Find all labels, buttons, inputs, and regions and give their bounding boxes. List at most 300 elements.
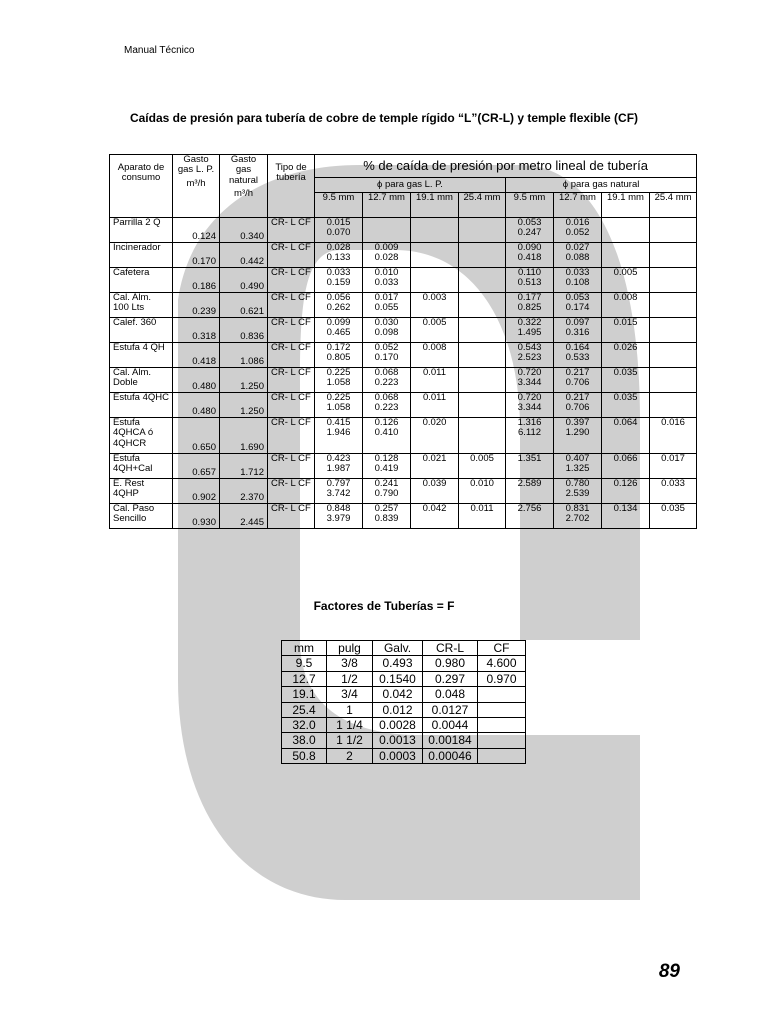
value-line: 0.126 <box>613 478 638 489</box>
value-line: 0.017 <box>374 292 399 303</box>
value-line: 0.005 <box>470 453 494 464</box>
factors-header-pulg: pulg <box>327 641 373 656</box>
lp-value-cell <box>459 243 506 268</box>
nat-value-cell <box>554 454 602 479</box>
lp-value-cell <box>363 243 411 268</box>
factor-cell: 1 <box>327 702 373 717</box>
value-line: 0.419 <box>374 463 399 475</box>
gasto-lp-cell: 0.170 <box>173 243 220 268</box>
lp-value-cell <box>459 343 506 368</box>
value-line: 0.839 <box>374 513 399 525</box>
value-line: 0.055 <box>374 302 399 314</box>
header-gasto-lp: Gasto gas L. P. m³/h <box>173 155 220 218</box>
lp-value-cell <box>315 293 363 318</box>
factor-cell: 0.297 <box>423 671 478 686</box>
factor-cell: 0.048 <box>423 687 478 702</box>
lp-value-cell <box>411 454 459 479</box>
nat-value-cell <box>506 218 554 243</box>
value-line: 0.128 <box>374 453 399 464</box>
lp-value-cell <box>315 243 363 268</box>
factor-cell: 12.7 <box>282 671 327 686</box>
gasto-natural-cell: 0.836 <box>220 318 268 343</box>
nat-value-cell <box>650 218 697 243</box>
page-number: 89 <box>658 961 680 982</box>
value-line: 0.008 <box>613 292 638 303</box>
nat-value-cell <box>554 479 602 504</box>
table-row <box>282 748 526 763</box>
aparato-cell: Estufa 4 QH <box>110 343 173 368</box>
value-line: 0.225 <box>326 367 351 378</box>
value-line: 0.415 <box>326 417 351 428</box>
nat-value-cell <box>506 393 554 418</box>
value-line: 0.039 <box>422 478 447 489</box>
nat-value-cell <box>650 318 697 343</box>
value-line: 0.513 <box>517 277 542 289</box>
factor-cell: 1/2 <box>327 671 373 686</box>
lp-value-cell <box>363 318 411 343</box>
value-line: 0.052 <box>374 342 399 353</box>
gasto-lp-cell: 0.124 <box>173 218 220 243</box>
lp-value-cell <box>315 268 363 293</box>
nat-value-cell <box>506 454 554 479</box>
value-line: 0.028 <box>374 252 399 264</box>
lp-value-cell <box>411 418 459 454</box>
nat-value-cell <box>554 318 602 343</box>
value-line: 0.217 <box>565 392 590 403</box>
nat-value-cell <box>554 504 602 529</box>
factor-cell: 50.8 <box>282 748 327 763</box>
value-line: 0.418 <box>517 252 542 264</box>
nat-value-cell <box>506 268 554 293</box>
nat-value-cell <box>602 243 650 268</box>
lp-value-cell <box>459 479 506 504</box>
value-line: 0.543 <box>517 342 542 353</box>
table-row <box>282 717 526 732</box>
gasto-lp-cell: 0.239 <box>173 293 220 318</box>
nat-value-cell <box>554 393 602 418</box>
value-line: 0.035 <box>661 503 685 514</box>
lp-value-cell <box>411 318 459 343</box>
tipo-tuberia-cell: CR- L CF <box>268 393 315 418</box>
lp-value-cell <box>363 293 411 318</box>
table-row <box>110 268 697 293</box>
lp-value-cell <box>315 318 363 343</box>
factors-header-crl: CR-L <box>423 641 478 656</box>
value-line: 0.108 <box>565 277 590 289</box>
value-line: 0.423 <box>326 453 351 464</box>
lp-value-cell <box>459 393 506 418</box>
value-line: 0.033 <box>374 277 399 289</box>
value-line: 2.523 <box>517 352 542 364</box>
lp-value-cell <box>411 368 459 393</box>
value-line: 1.058 <box>326 402 351 414</box>
header-lp-25-4: 25.4 mm <box>459 193 506 218</box>
aparato-cell: Cal. Alm. 100 Lts <box>110 293 173 318</box>
header-gas-lp-group: ϕ para gas L. P. <box>315 178 506 193</box>
lp-value-cell <box>363 454 411 479</box>
header-tipo-tuberia: Tipo de tubería <box>268 155 315 218</box>
nat-value-cell <box>602 454 650 479</box>
gasto-lp-cell: 0.930 <box>173 504 220 529</box>
value-line: 0.003 <box>422 292 447 303</box>
nat-value-cell <box>602 218 650 243</box>
header-nat-19-1: 19.1 mm <box>602 193 650 218</box>
nat-value-cell <box>602 504 650 529</box>
aparato-cell: Estufa 4QHCA ó 4QHCR <box>110 418 173 454</box>
value-line: 1.987 <box>326 463 351 475</box>
value-line: 0.026 <box>613 342 638 353</box>
lp-value-cell <box>411 293 459 318</box>
value-line: 2.539 <box>565 488 590 500</box>
nat-value-cell <box>506 368 554 393</box>
lp-value-cell <box>363 343 411 368</box>
value-line: 0.009 <box>374 242 399 253</box>
lp-value-cell <box>411 268 459 293</box>
nat-value-cell <box>506 418 554 454</box>
value-line: 1.495 <box>517 327 542 339</box>
table-row <box>282 687 526 702</box>
value-line: 0.011 <box>470 503 494 514</box>
value-line: 0.033 <box>661 478 685 489</box>
value-line: 0.407 <box>565 453 590 464</box>
value-line: 0.223 <box>374 377 399 389</box>
factor-cell: 0.0013 <box>373 733 423 748</box>
value-line: 0.247 <box>517 227 542 239</box>
lp-value-cell <box>363 418 411 454</box>
lp-value-cell <box>459 218 506 243</box>
value-line: 0.720 <box>517 367 542 378</box>
factor-cell: 0.012 <box>373 702 423 717</box>
value-line: 0.053 <box>565 292 590 303</box>
nat-value-cell <box>602 479 650 504</box>
value-line: 0.217 <box>565 367 590 378</box>
nat-value-cell <box>602 393 650 418</box>
nat-value-cell <box>650 268 697 293</box>
lp-value-cell <box>363 479 411 504</box>
value-line: 0.706 <box>565 377 590 389</box>
value-line: 0.017 <box>661 453 685 464</box>
header-lp-9-5: 9.5 mm <box>315 193 363 218</box>
value-line: 0.052 <box>565 227 590 239</box>
nat-value-cell <box>650 368 697 393</box>
gasto-lp-cell: 0.318 <box>173 318 220 343</box>
factor-cell: 0.0127 <box>423 702 478 717</box>
lp-value-cell <box>411 504 459 529</box>
value-line: 0.033 <box>326 267 351 278</box>
value-line: 1.325 <box>565 463 590 475</box>
lp-value-cell <box>411 393 459 418</box>
value-line: 2.702 <box>565 513 590 525</box>
factor-cell: 3/8 <box>327 656 373 671</box>
value-line: 0.825 <box>517 302 542 314</box>
value-line: 1.290 <box>565 427 590 439</box>
factors-header-cf: CF <box>478 641 526 656</box>
factor-cell: 25.4 <box>282 702 327 717</box>
value-line: 0.225 <box>326 392 351 403</box>
value-line: 0.174 <box>565 302 590 314</box>
gasto-lp-cell: 0.480 <box>173 393 220 418</box>
aparato-cell: Estufa 4QHC <box>110 393 173 418</box>
value-line: 0.805 <box>326 352 351 364</box>
table-row <box>282 733 526 748</box>
value-line: 0.066 <box>613 453 638 464</box>
aparato-cell: Cal. Alm. Doble <box>110 368 173 393</box>
factor-cell <box>478 748 526 763</box>
value-line: 0.465 <box>326 327 351 339</box>
factor-cell: 0.1540 <box>373 671 423 686</box>
table-row <box>110 454 697 479</box>
tipo-tuberia-cell: CR- L CF <box>268 454 315 479</box>
gasto-natural-cell: 0.340 <box>220 218 268 243</box>
factor-cell: 0.0003 <box>373 748 423 763</box>
value-line: 0.170 <box>374 352 399 364</box>
nat-value-cell <box>650 418 697 454</box>
table-row <box>110 479 697 504</box>
tipo-tuberia-cell: CR- L CF <box>268 318 315 343</box>
value-line: 0.035 <box>613 392 638 403</box>
nat-value-cell <box>554 293 602 318</box>
value-line: 0.053 <box>517 217 542 228</box>
lp-value-cell <box>459 454 506 479</box>
value-line: 0.797 <box>326 478 351 489</box>
value-line: 0.005 <box>613 267 638 278</box>
value-line: 0.015 <box>326 217 351 228</box>
factor-cell: 2 <box>327 748 373 763</box>
gasto-lp-cell: 0.650 <box>173 418 220 454</box>
nat-value-cell <box>506 504 554 529</box>
value-line: 0.088 <box>565 252 590 264</box>
nat-value-cell <box>506 243 554 268</box>
value-line: 0.010 <box>470 478 494 489</box>
lp-value-cell <box>459 318 506 343</box>
factor-cell: 1 1/2 <box>327 733 373 748</box>
factors-table-body <box>282 656 526 764</box>
value-line: 0.042 <box>422 503 447 514</box>
value-line: 0.035 <box>613 367 638 378</box>
header-nat-25-4: 25.4 mm <box>650 193 697 218</box>
gasto-natural-cell: 2.370 <box>220 479 268 504</box>
gasto-lp-cell: 0.186 <box>173 268 220 293</box>
value-line: 1.351 <box>517 453 542 464</box>
value-line: 0.241 <box>374 478 399 489</box>
value-line: 2.589 <box>517 478 542 489</box>
value-line: 0.790 <box>374 488 399 500</box>
value-line: 3.742 <box>326 488 351 500</box>
nat-value-cell <box>650 393 697 418</box>
tipo-tuberia-cell: CR- L CF <box>268 418 315 454</box>
factor-cell: 38.0 <box>282 733 327 748</box>
value-line: 0.177 <box>517 292 542 303</box>
value-line: 1.946 <box>326 427 351 439</box>
value-line: 0.016 <box>565 217 590 228</box>
header-nat-9-5: 9.5 mm <box>506 193 554 218</box>
value-line: 0.005 <box>422 317 447 328</box>
nat-value-cell <box>650 454 697 479</box>
value-line: 0.068 <box>374 367 399 378</box>
nat-value-cell <box>602 343 650 368</box>
tipo-tuberia-cell: CR- L CF <box>268 343 315 368</box>
value-line: 3.344 <box>517 377 542 389</box>
lp-value-cell <box>363 504 411 529</box>
tipo-tuberia-cell: CR- L CF <box>268 293 315 318</box>
value-line: 0.780 <box>565 478 590 489</box>
gasto-natural-cell: 1.250 <box>220 393 268 418</box>
nat-value-cell <box>602 293 650 318</box>
value-line: 0.030 <box>374 317 399 328</box>
value-line: 0.027 <box>565 242 590 253</box>
gasto-natural-cell: 1.690 <box>220 418 268 454</box>
table-row <box>282 702 526 717</box>
table-row <box>110 218 697 243</box>
factor-cell: 9.5 <box>282 656 327 671</box>
tipo-tuberia-cell: CR- L CF <box>268 479 315 504</box>
nat-value-cell <box>554 368 602 393</box>
lp-value-cell <box>315 454 363 479</box>
lp-value-cell <box>363 393 411 418</box>
lp-value-cell <box>315 368 363 393</box>
nat-value-cell <box>650 343 697 368</box>
value-line: 0.097 <box>565 317 590 328</box>
table-row <box>110 368 697 393</box>
gasto-natural-cell: 0.621 <box>220 293 268 318</box>
lp-value-cell <box>315 218 363 243</box>
nat-value-cell <box>650 504 697 529</box>
lp-value-cell <box>411 343 459 368</box>
gasto-natural-cell: 0.490 <box>220 268 268 293</box>
value-line: 0.848 <box>326 503 351 514</box>
header-aparato: Aparato de consumo <box>110 155 173 218</box>
factor-cell <box>478 702 526 717</box>
value-line: 0.262 <box>326 302 351 314</box>
nat-value-cell <box>554 343 602 368</box>
lp-value-cell <box>411 243 459 268</box>
factor-cell <box>478 687 526 702</box>
value-line: 0.720 <box>517 392 542 403</box>
value-line: 0.831 <box>565 503 590 514</box>
factor-cell: 0.00046 <box>423 748 478 763</box>
table-row <box>110 343 697 368</box>
tipo-tuberia-cell: CR- L CF <box>268 368 315 393</box>
value-line: 0.126 <box>374 417 399 428</box>
gasto-lp-cell: 0.657 <box>173 454 220 479</box>
factor-cell: 0.493 <box>373 656 423 671</box>
factors-header-galv: Galv. <box>373 641 423 656</box>
value-line: 1.058 <box>326 377 351 389</box>
pipe-factors-table <box>281 640 526 764</box>
value-line: 0.011 <box>422 367 447 378</box>
lp-value-cell <box>315 418 363 454</box>
tipo-tuberia-cell: CR- L CF <box>268 504 315 529</box>
lp-value-cell <box>315 504 363 529</box>
table-row <box>110 504 697 529</box>
lp-value-cell <box>363 268 411 293</box>
lp-value-cell <box>459 418 506 454</box>
value-line: 0.159 <box>326 277 351 289</box>
value-line: 3.979 <box>326 513 351 525</box>
aparato-cell: E. Rest 4QHP <box>110 479 173 504</box>
header-gas-natural-group: ϕ para gas natural <box>506 178 697 193</box>
table-row <box>110 243 697 268</box>
value-line: 0.056 <box>326 292 351 303</box>
value-line: 0.172 <box>326 342 351 353</box>
aparato-cell: Calef. 360 <box>110 318 173 343</box>
tipo-tuberia-cell: CR- L CF <box>268 243 315 268</box>
gasto-lp-cell: 0.418 <box>173 343 220 368</box>
nat-value-cell <box>506 479 554 504</box>
lp-value-cell <box>315 393 363 418</box>
nat-value-cell <box>506 318 554 343</box>
value-line: 0.020 <box>422 417 447 428</box>
value-line: 0.410 <box>374 427 399 439</box>
lp-value-cell <box>411 218 459 243</box>
header-gasto-natural: Gasto gas natural m³/h <box>220 155 268 218</box>
header-lp-12-7: 12.7 mm <box>363 193 411 218</box>
nat-value-cell <box>602 318 650 343</box>
lp-value-cell <box>459 293 506 318</box>
value-line: 0.133 <box>326 252 351 264</box>
factor-cell: 4.600 <box>478 656 526 671</box>
value-line: 0.010 <box>374 267 399 278</box>
gasto-lp-cell: 0.480 <box>173 368 220 393</box>
value-line: 0.090 <box>517 242 542 253</box>
gasto-natural-cell: 1.250 <box>220 368 268 393</box>
value-line: 0.021 <box>422 453 447 464</box>
value-line: 0.322 <box>517 317 542 328</box>
aparato-cell: Estufa 4QH+Cal <box>110 454 173 479</box>
tipo-tuberia-cell: CR- L CF <box>268 268 315 293</box>
value-line: 6.112 <box>517 427 542 439</box>
value-line: 0.008 <box>422 342 447 353</box>
value-line: 0.533 <box>565 352 590 364</box>
header-nat-12-7: 12.7 mm <box>554 193 602 218</box>
factor-cell: 32.0 <box>282 717 327 732</box>
factor-cell: 0.042 <box>373 687 423 702</box>
nat-value-cell <box>650 293 697 318</box>
aparato-cell: Cafetera <box>110 268 173 293</box>
nat-value-cell <box>506 293 554 318</box>
value-line: 0.064 <box>613 417 638 428</box>
gasto-natural-cell: 1.712 <box>220 454 268 479</box>
factor-cell: 0.00184 <box>423 733 478 748</box>
nat-value-cell <box>554 418 602 454</box>
value-line: 0.070 <box>326 227 351 239</box>
value-line: 2.756 <box>517 503 542 514</box>
lp-value-cell <box>459 268 506 293</box>
factor-cell <box>478 717 526 732</box>
aparato-cell: Cal. Paso Sencillo <box>110 504 173 529</box>
factor-cell: 0.0028 <box>373 717 423 732</box>
factor-cell: 0.0044 <box>423 717 478 732</box>
manual-header: Manual Técnico <box>124 45 195 56</box>
header-lp-19-1: 19.1 mm <box>411 193 459 218</box>
value-line: 0.068 <box>374 392 399 403</box>
value-line: 0.706 <box>565 402 590 414</box>
page-title: Caídas de presión para tubería de cobre de temple rígido “L”(CR-L) y temple flexible (CF) <box>129 111 639 125</box>
aparato-cell: Incinerador <box>110 243 173 268</box>
nat-value-cell <box>650 243 697 268</box>
value-line: 0.015 <box>613 317 638 328</box>
value-line: 0.257 <box>374 503 399 514</box>
lp-value-cell <box>315 343 363 368</box>
value-line: 0.098 <box>374 327 399 339</box>
nat-value-cell <box>650 479 697 504</box>
pressure-drop-table <box>109 154 697 529</box>
aparato-cell: Parrilla 2 Q <box>110 218 173 243</box>
lp-value-cell <box>363 368 411 393</box>
factor-cell: 19.1 <box>282 687 327 702</box>
gasto-natural-cell: 1.086 <box>220 343 268 368</box>
table-row <box>110 393 697 418</box>
